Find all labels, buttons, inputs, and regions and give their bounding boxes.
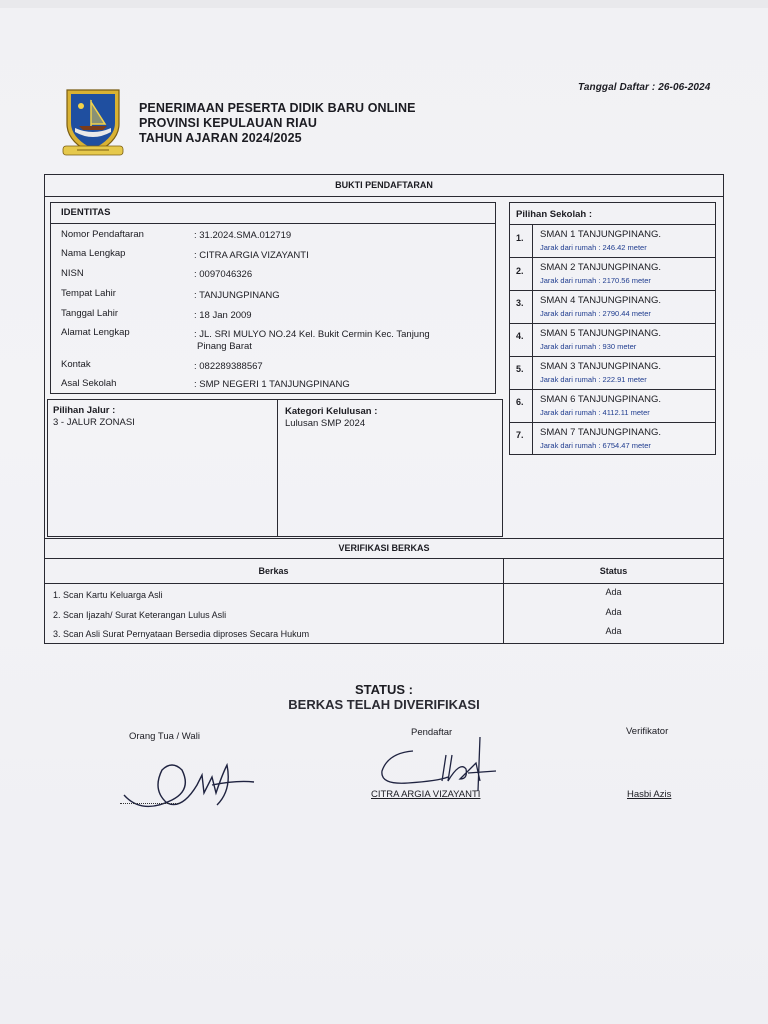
document-row: 2. Scan Ijazah/ Surat Keterangan Lulus Asli bbox=[53, 610, 227, 620]
document-row: 1. Scan Kartu Keluarga Asli bbox=[53, 590, 163, 600]
status-label: STATUS : bbox=[354, 682, 413, 697]
school-number: 2. bbox=[516, 266, 524, 276]
registration-date: Tanggal Daftar : 26-06-2024 bbox=[578, 82, 711, 93]
divider bbox=[44, 538, 724, 539]
field-value-continued: Pinang Barat bbox=[197, 341, 252, 352]
field-value: : CITRA ARGIA VIZAYANTI bbox=[194, 250, 309, 261]
title-line-1: PENERIMAAN PESERTA DIDIK BARU ONLINE bbox=[139, 101, 416, 115]
category-value: Lulusan SMP 2024 bbox=[285, 418, 366, 429]
divider bbox=[532, 224, 533, 455]
verification-heading: VERIFIKASI BERKAS bbox=[338, 543, 430, 553]
field-value: : 0097046326 bbox=[194, 269, 253, 280]
divider bbox=[509, 224, 716, 225]
title-line-2: PROVINSI KEPULAUAN RIAU bbox=[139, 116, 318, 130]
divider bbox=[509, 356, 716, 357]
field-label: Nama Lengkap bbox=[61, 248, 126, 259]
field-label: Kontak bbox=[61, 359, 91, 370]
school-number: 5. bbox=[516, 364, 524, 374]
category-heading: Kategori Kelulusan : bbox=[285, 406, 378, 417]
field-label: Tempat Lahir bbox=[61, 288, 116, 299]
school-name: SMAN 3 TANJUNGPINANG. bbox=[540, 361, 662, 372]
divider bbox=[509, 323, 716, 324]
school-distance: Jarak dari rumah : 930 meter bbox=[540, 342, 637, 351]
divider bbox=[509, 290, 716, 291]
field-label: NISN bbox=[61, 268, 84, 279]
school-name: SMAN 5 TANJUNGPINANG. bbox=[540, 328, 662, 339]
route-value: 3 - JALUR ZONASI bbox=[53, 417, 135, 428]
school-name: SMAN 7 TANJUNGPINANG. bbox=[540, 427, 662, 438]
parent-signature-line bbox=[120, 803, 180, 804]
school-distance: Jarak dari rumah : 4112.11 meter bbox=[540, 408, 650, 417]
title-line-3: TAHUN AJARAN 2024/2025 bbox=[139, 131, 302, 145]
field-value: : 18 Jan 2009 bbox=[194, 310, 252, 321]
divider bbox=[509, 257, 716, 258]
school-number: 6. bbox=[516, 397, 524, 407]
field-value: : 082289388567 bbox=[194, 361, 263, 372]
school-name: SMAN 2 TANJUNGPINANG. bbox=[540, 262, 662, 273]
school-distance: Jarak dari rumah : 2790.44 meter bbox=[540, 309, 651, 318]
field-label: Tanggal Lahir bbox=[61, 308, 119, 319]
school-distance: Jarak dari rumah : 6754.47 meter bbox=[540, 441, 651, 450]
parent-signature-icon bbox=[112, 745, 262, 820]
school-number: 4. bbox=[516, 331, 524, 341]
identity-heading: IDENTITAS bbox=[61, 207, 111, 218]
field-value: : TANJUNGPINANG bbox=[194, 290, 280, 301]
school-number: 1. bbox=[516, 233, 524, 243]
divider bbox=[44, 583, 724, 584]
field-value: : 31.2024.SMA.012719 bbox=[194, 230, 292, 241]
document-status: Ada bbox=[605, 607, 622, 617]
status-column-header: Status bbox=[599, 566, 628, 576]
school-name: SMAN 1 TANJUNGPINANG. bbox=[540, 229, 662, 240]
document-row: 3. Scan Asli Surat Pernyataan Bersedia diproses Secara Hukum bbox=[53, 629, 310, 639]
school-name: SMAN 6 TANJUNGPINANG. bbox=[540, 394, 662, 405]
school-distance: Jarak dari rumah : 222.91 meter bbox=[540, 375, 647, 384]
field-label: Alamat Lengkap bbox=[61, 327, 130, 338]
school-name: SMAN 4 TANJUNGPINANG. bbox=[540, 295, 662, 306]
school-distance: Jarak dari rumah : 2170.56 meter bbox=[540, 276, 651, 285]
school-choices-heading: Pilihan Sekolah : bbox=[516, 209, 593, 220]
field-value: : JL. SRI MULYO NO.24 Kel. Bukit Cermin Kec. Tanjung bbox=[194, 329, 430, 340]
school-distance: Jarak dari rumah : 246.42 meter bbox=[540, 243, 647, 252]
documents-column-header: Berkas bbox=[258, 566, 289, 576]
field-label: Asal Sekolah bbox=[61, 378, 117, 389]
document-status: Ada bbox=[605, 626, 622, 636]
route-heading: Pilihan Jalur : bbox=[53, 405, 116, 416]
parent-signature-label: Orang Tua / Wali bbox=[129, 731, 200, 742]
status-value: BERKAS TELAH DIVERIFIKASI bbox=[288, 697, 480, 712]
divider bbox=[509, 422, 716, 423]
divider bbox=[509, 389, 716, 390]
form-title: BUKTI PENDAFTARAN bbox=[335, 180, 433, 190]
document-title bbox=[139, 101, 416, 146]
registrant-name: CITRA ARGIA VIZAYANTI bbox=[371, 789, 481, 800]
document-status: Ada bbox=[605, 587, 622, 597]
divider bbox=[44, 558, 724, 559]
divider bbox=[44, 196, 724, 197]
field-value: : SMP NEGERI 1 TANJUNGPINANG bbox=[194, 379, 350, 390]
registrant-signature-label: Pendaftar bbox=[411, 727, 453, 738]
verifier-signature-label: Verifikator bbox=[626, 726, 669, 737]
field-label: Nomor Pendaftaran bbox=[61, 229, 144, 240]
school-number: 7. bbox=[516, 430, 524, 440]
divider bbox=[50, 223, 496, 224]
divider bbox=[277, 399, 278, 537]
verifier-name: Hasbi Azis bbox=[627, 789, 672, 800]
provincial-emblem-icon bbox=[61, 84, 125, 158]
school-number: 3. bbox=[516, 298, 524, 308]
